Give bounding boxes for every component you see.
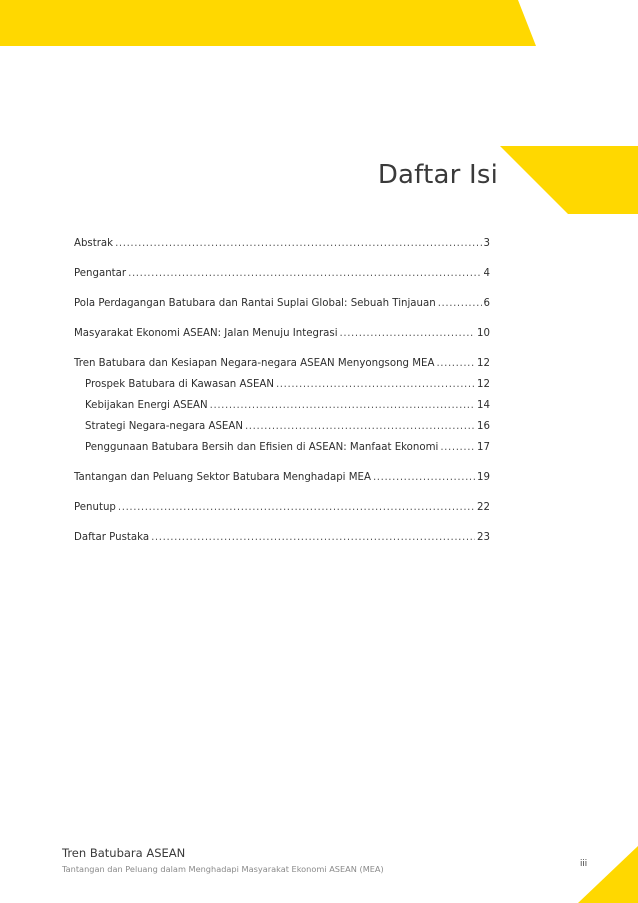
toc-subentry-prospek[interactable]	[74, 379, 490, 400]
toc-subentry-strategi[interactable]	[74, 421, 490, 442]
toc-entry-page: 16	[477, 421, 490, 432]
toc-entry-page: 3	[483, 238, 490, 249]
toc-entry-page: 22	[477, 502, 490, 513]
toc-entry-title: Pola Perdagangan Batubara dan Rantai Suplai Global: Sebuah Tinjauan	[74, 298, 436, 309]
toc-leader-dots	[373, 472, 475, 483]
toc-leader-dots	[118, 502, 475, 513]
toc-entry-page: 14	[477, 400, 490, 411]
toc-entry-page: 12	[477, 358, 490, 369]
toc-entry-title: Abstrak	[74, 238, 114, 249]
toc-entry-page: 23	[477, 532, 490, 543]
page-number: iii	[580, 859, 588, 869]
page-title: Daftar Isi	[377, 160, 498, 190]
toc-entry-title: Pengantar	[74, 268, 127, 279]
toc-leader-dots	[115, 238, 481, 249]
footer-corner-accent	[578, 846, 638, 903]
toc-leader-dots	[276, 379, 475, 390]
toc-leader-dots	[128, 268, 481, 279]
toc-leader-dots	[151, 532, 475, 543]
toc-entry-tren-batubara[interactable]	[74, 358, 490, 379]
toc-entry-title: Masyarakat Ekonomi ASEAN: Jalan Menuju Integrasi	[74, 328, 338, 339]
toc-entry-page: 17	[477, 442, 490, 453]
toc-entry-page: 12	[477, 379, 490, 390]
toc-entry-page: 6	[483, 298, 490, 309]
toc-leader-dots	[340, 328, 476, 339]
toc-entry-title: Tantangan dan Peluang Sektor Batubara Menghadapi MEA	[74, 472, 371, 483]
title-accent-shape	[500, 146, 638, 214]
toc-entry-title: Tren Batubara dan Kesiapan Negara-negara ASEAN Menyongsong MEA	[74, 358, 435, 369]
toc-entry-daftar-pustaka[interactable]	[74, 532, 490, 553]
toc-entry-title: Penggunaan Batubara Bersih dan Efisien di ASEAN: Manfaat Ekonomi	[85, 442, 439, 453]
footer-subtitle: Tantangan dan Peluang dalam Menghadapi Masyarakat Ekonomi ASEAN (MEA)	[62, 864, 384, 874]
toc-leader-dots	[438, 298, 482, 309]
toc-entry-pola-perdagangan[interactable]	[74, 298, 490, 319]
toc-entry-penutup[interactable]	[74, 502, 490, 523]
toc-leader-dots	[436, 358, 475, 369]
toc-entry-pengantar[interactable]	[74, 268, 490, 289]
toc-entry-title: Strategi Negara-negara ASEAN	[85, 421, 243, 432]
toc-subentry-kebijakan[interactable]	[74, 400, 490, 421]
toc-entry-title: Penutup	[74, 502, 116, 513]
toc-entry-abstrak[interactable]	[74, 238, 490, 259]
footer-title: Tren Batubara ASEAN	[62, 846, 186, 860]
toc-entry-title: Daftar Pustaka	[74, 532, 150, 543]
toc-entry-title: Kebijakan Energi ASEAN	[85, 400, 208, 411]
toc-entry-title: Prospek Batubara di Kawasan ASEAN	[85, 379, 274, 390]
toc-entry-tantangan[interactable]	[74, 472, 490, 493]
toc-leader-dots	[210, 400, 475, 411]
toc-entry-page: 19	[477, 472, 490, 483]
toc-entry-page: 10	[477, 328, 490, 339]
toc-leader-dots	[440, 442, 475, 453]
toc-entry-page: 4	[483, 268, 490, 279]
toc-leader-dots	[245, 421, 475, 432]
toc-subentry-penggunaan[interactable]	[74, 442, 490, 463]
toc-entry-masyarakat-ekonomi[interactable]	[74, 328, 490, 349]
header-accent-bar	[0, 0, 638, 46]
table-of-contents	[74, 238, 490, 553]
